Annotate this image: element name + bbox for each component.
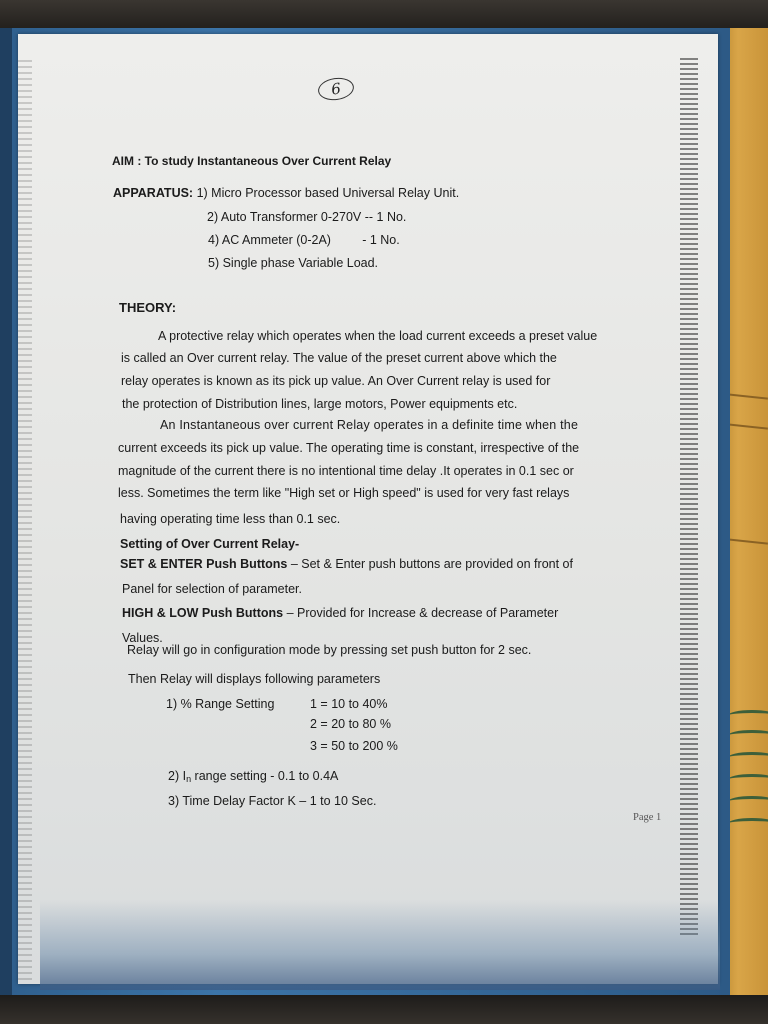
then-line: Then Relay will displays following parameters	[128, 672, 381, 686]
apparatus-label: APPARATUS:	[113, 186, 194, 200]
theory-line: relay operates is known as its pick up value. An Over Current relay is used for	[121, 374, 551, 388]
aim-text: To study Instantaneous Over Current Relay	[144, 154, 392, 168]
in-range-line	[168, 769, 338, 784]
handwritten-page-number: 6	[317, 76, 356, 103]
apparatus-line	[113, 186, 459, 200]
photocopy-artifact-left	[18, 60, 32, 980]
theory-line: An Instantaneous over current Relay operates in a definite time when the	[160, 418, 579, 432]
document-sheet	[18, 34, 718, 984]
folder-edge	[0, 28, 12, 996]
range-option: 3 = 50 to 200 %	[310, 739, 398, 753]
theory-line: current exceeds its pick up value. The operating time is constant, irrespective of the	[118, 441, 580, 455]
plastic-glare	[40, 900, 720, 990]
apparatus-item: 1) Micro Processor based Universal Relay Unit.	[196, 186, 460, 200]
tdf-line: 3) Time Delay Factor K – 1 to 10 Sec.	[168, 794, 377, 808]
apparatus-item: 5) Single phase Variable Load.	[208, 256, 379, 270]
high-low-cont: Values.	[122, 631, 163, 645]
range-option: 2 = 20 to 80 %	[310, 717, 391, 731]
set-enter-label: SET & ENTER Push Buttons	[120, 557, 288, 571]
photocopy-artifact-right	[680, 58, 698, 938]
range-option: 1 = 10 to 40%	[310, 697, 388, 711]
high-low-text: – Provided for Increase & decrease of Parameter	[283, 606, 559, 620]
range-label: 1) % Range Setting	[166, 697, 275, 711]
background-bottom	[0, 995, 768, 1024]
in-range-subscript: n	[186, 774, 192, 784]
theory-line: is called an Over current relay. The value of the preset current above which the	[121, 351, 557, 365]
in-range-text: range setting - 0.1 to 0.4A	[191, 769, 339, 783]
apparatus-item: 4) AC Ammeter (0-2A) - 1 No.	[208, 233, 400, 247]
set-enter-text: – Set & Enter push buttons are provided on front of	[287, 557, 573, 571]
theory-line: having operating time less than 0.1 sec.	[120, 512, 341, 526]
config-line: Relay will go in configuration mode by pressing set push button for 2 sec.	[127, 643, 532, 657]
patterned-fabric	[728, 700, 768, 860]
aim-label: AIM :	[112, 154, 142, 168]
theory-line: less. Sometimes the term like "High set or High speed" is used for very fast relays	[118, 486, 570, 500]
high-low-line	[122, 606, 558, 620]
theory-line: magnitude of the current there is no intentional time delay .It operates in 0.1 sec or	[118, 464, 574, 478]
settings-heading: Setting of Over Current Relay-	[120, 537, 300, 551]
background-top	[0, 0, 768, 30]
apparatus-item: 2) Auto Transformer 0-270V -- 1 No.	[207, 210, 407, 224]
page-footer: Page 1	[633, 812, 662, 823]
aim-line	[112, 154, 391, 168]
theory-line: A protective relay which operates when the load current exceeds a preset value	[158, 329, 598, 343]
set-enter-cont: Panel for selection of parameter.	[122, 582, 302, 596]
theory-heading: THEORY:	[119, 300, 177, 315]
in-range-prefix: 2) I	[168, 769, 187, 783]
set-enter-line	[120, 557, 573, 571]
theory-line: the protection of Distribution lines, large motors, Power equipments etc.	[122, 397, 518, 411]
high-low-label: HIGH & LOW Push Buttons	[122, 606, 284, 620]
